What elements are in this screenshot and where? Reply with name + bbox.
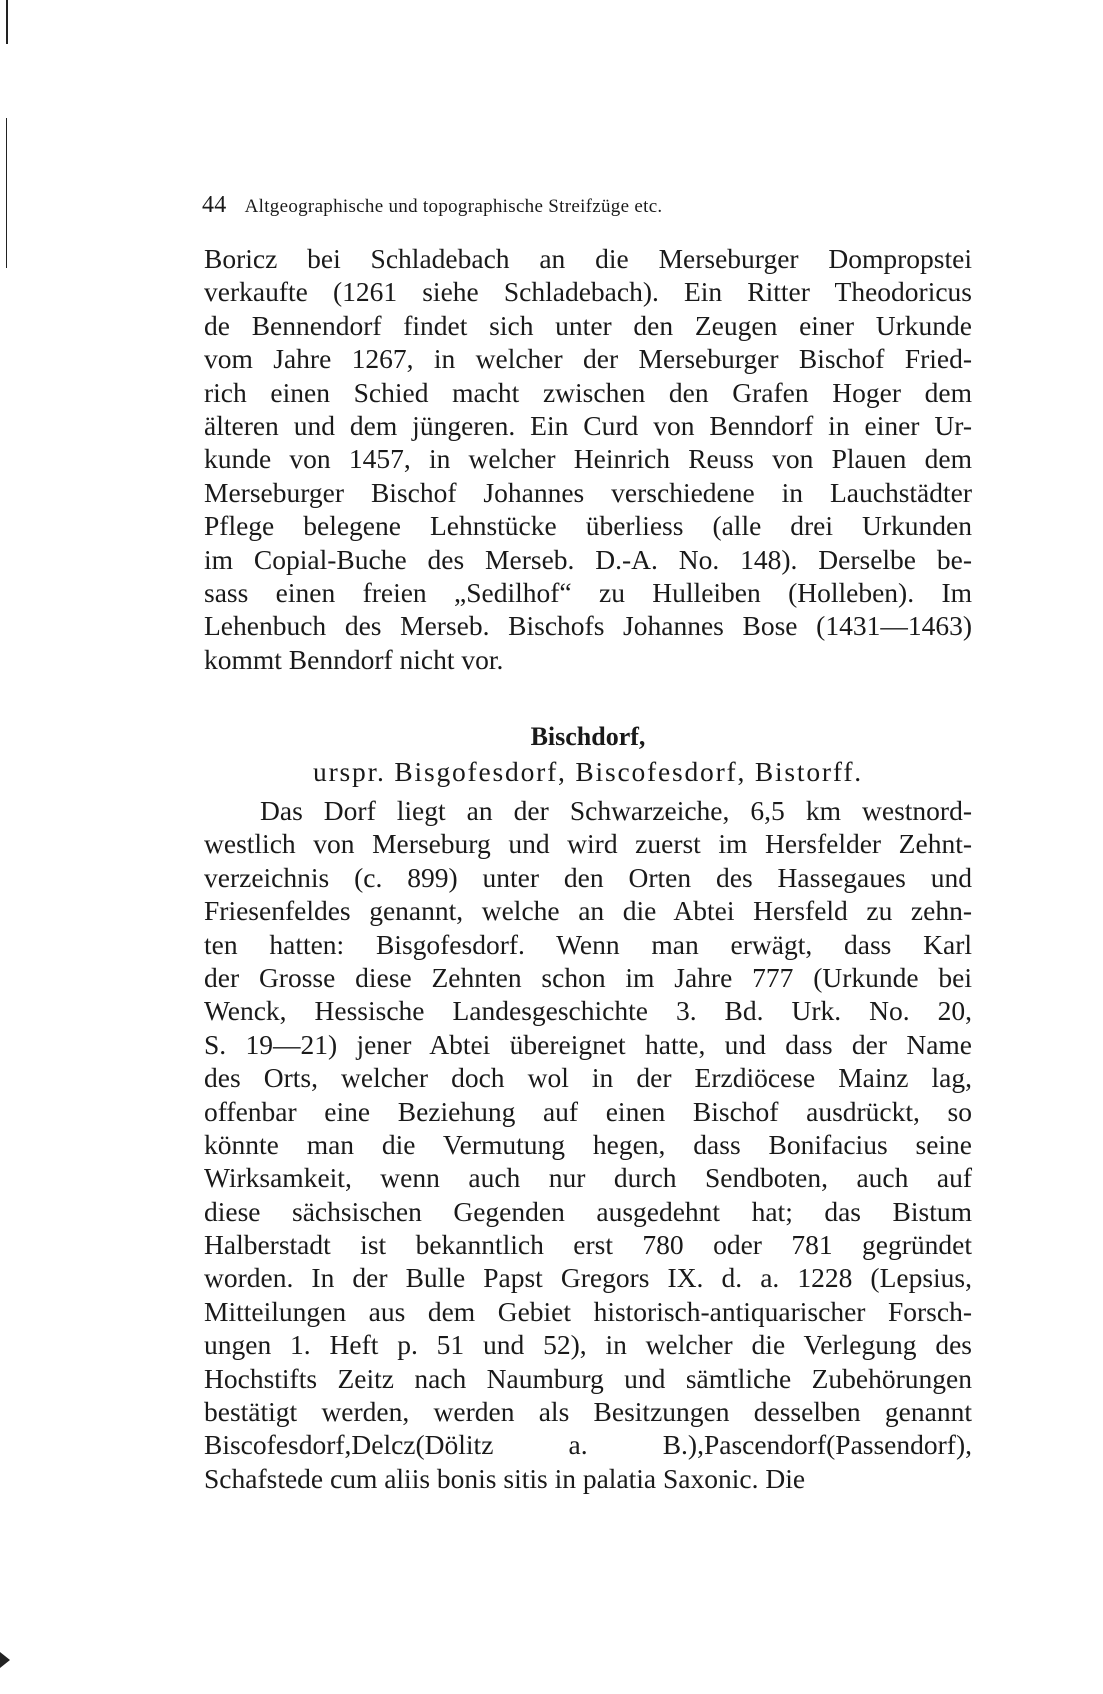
text-line: Wirksamkeit, wenn auch nur durch Sendboten, auch auf <box>204 1162 972 1194</box>
text-line: kommt Benndorf nicht vor. <box>204 643 504 675</box>
text-line: sass einen freien „Sedilhof“ zu Hulleiben (Holleben). Im <box>204 576 972 608</box>
text-line: Mitteilungen aus dem Gebiet historisch-antiquarischer Forsch- <box>204 1295 972 1327</box>
scan-corner-mark <box>0 1652 10 1668</box>
text-line: S. 19—21) jener Abtei übereignet hatte, und dass der Name <box>204 1028 972 1060</box>
text-line: Biscofesdorf,Delcz(Dölitz a. B.),Pascendorf(Passendorf), <box>204 1429 972 1461</box>
text-line: könnte man die Vermutung hegen, dass Bonifacius seine <box>204 1128 972 1160</box>
text-line: älteren und dem jüngeren. Ein Curd von Benndorf in einer Ur- <box>204 409 972 441</box>
text-line: de Bennendorf findet sich unter den Zeugen einer Urkunde <box>204 309 972 341</box>
text-line: Merseburger Bischof Johannes verschiedene in Lauchstädter <box>204 476 972 508</box>
running-title: Altgeographische und topographische Streifzüge etc. <box>244 196 663 217</box>
section-bischdorf-body <box>204 794 972 1495</box>
text-line: bestätigt werden, werden als Besitzungen desselben genannt <box>204 1396 972 1428</box>
section-heading: Bischdorf, <box>530 722 646 751</box>
text-line: westlich von Merseburg und wird zuerst im Hersfelder Zehnt- <box>204 828 972 860</box>
text-line: verkaufte (1261 siehe Schladebach). Ein Ritter Theodoricus <box>204 276 972 308</box>
text-line: kunde von 1457, in welcher Heinrich Reuss von Plauen dem <box>204 443 972 475</box>
text-line: diese sächsischen Gegenden ausgedehnt hat; das Bistum <box>204 1195 972 1227</box>
text-line: offenbar eine Beziehung auf einen Bischof ausdrückt, so <box>204 1095 972 1127</box>
text-line: Halberstadt ist bekanntlich erst 780 oder 781 gegründet <box>204 1229 972 1261</box>
text-line: der Grosse diese Zehnten schon im Jahre 777 (Urkunde bei <box>204 961 972 993</box>
text-line: des Orts, welcher doch wol in der Erzdiöcese Mainz lag, <box>204 1062 972 1094</box>
text-line: Das Dorf liegt an der Schwarzeiche, 6,5 km westnord- <box>260 795 972 826</box>
text-line: im Copial-Buche des Merseb. D.-A. No. 148). Derselbe be- <box>204 543 972 575</box>
text-line: Schafstede cum aliis bonis sitis in palatia Saxonic. Die <box>204 1462 806 1494</box>
text-line: ungen 1. Heft p. 51 und 52), in welcher die Verlegung des <box>204 1329 972 1361</box>
text-line: Lehenbuch des Merseb. Bischofs Johannes Bose (1431—1463) <box>204 610 972 642</box>
text-line: verzeichnis (c. 899) unter den Orten des Hassegaues und <box>204 861 972 893</box>
text-line: rich einen Schied macht zwischen den Grafen Hoger dem <box>204 376 972 408</box>
text-line: Friesenfeldes genannt, welche an die Abtei Hersfeld zu zehn- <box>204 895 972 927</box>
running-header <box>202 192 962 219</box>
text-line: vom Jahre 1267, in welcher der Merseburger Bischof Fried- <box>204 343 972 375</box>
text-line: Boricz bei Schladebach an die Merseburger Dompropstei <box>204 243 972 274</box>
page-number: 44 <box>202 192 227 218</box>
text-line: worden. In der Bulle Papst Gregors IX. d. a. 1228 (Lepsius, <box>204 1262 972 1294</box>
section-benndorf-continuation <box>204 242 972 676</box>
text-line: Wenck, Hessische Landesgeschichte 3. Bd. Urk. No. 20, <box>204 995 972 1027</box>
text-line: Hochstifts Zeitz nach Naumburg und sämtliche Zubehörungen <box>204 1362 972 1394</box>
text-line: Pflege belegene Lehnstücke überliess (alle drei Urkunden <box>204 510 972 542</box>
scan-edge-mark <box>6 0 8 44</box>
section-subheading: urspr. Bisgofesdorf, Biscofesdorf, Bistorff. <box>313 756 863 787</box>
text-line: ten hatten: Bisgofesdorf. Wenn man erwägt, dass Karl <box>204 928 972 960</box>
scan-edge-mark <box>6 118 7 268</box>
